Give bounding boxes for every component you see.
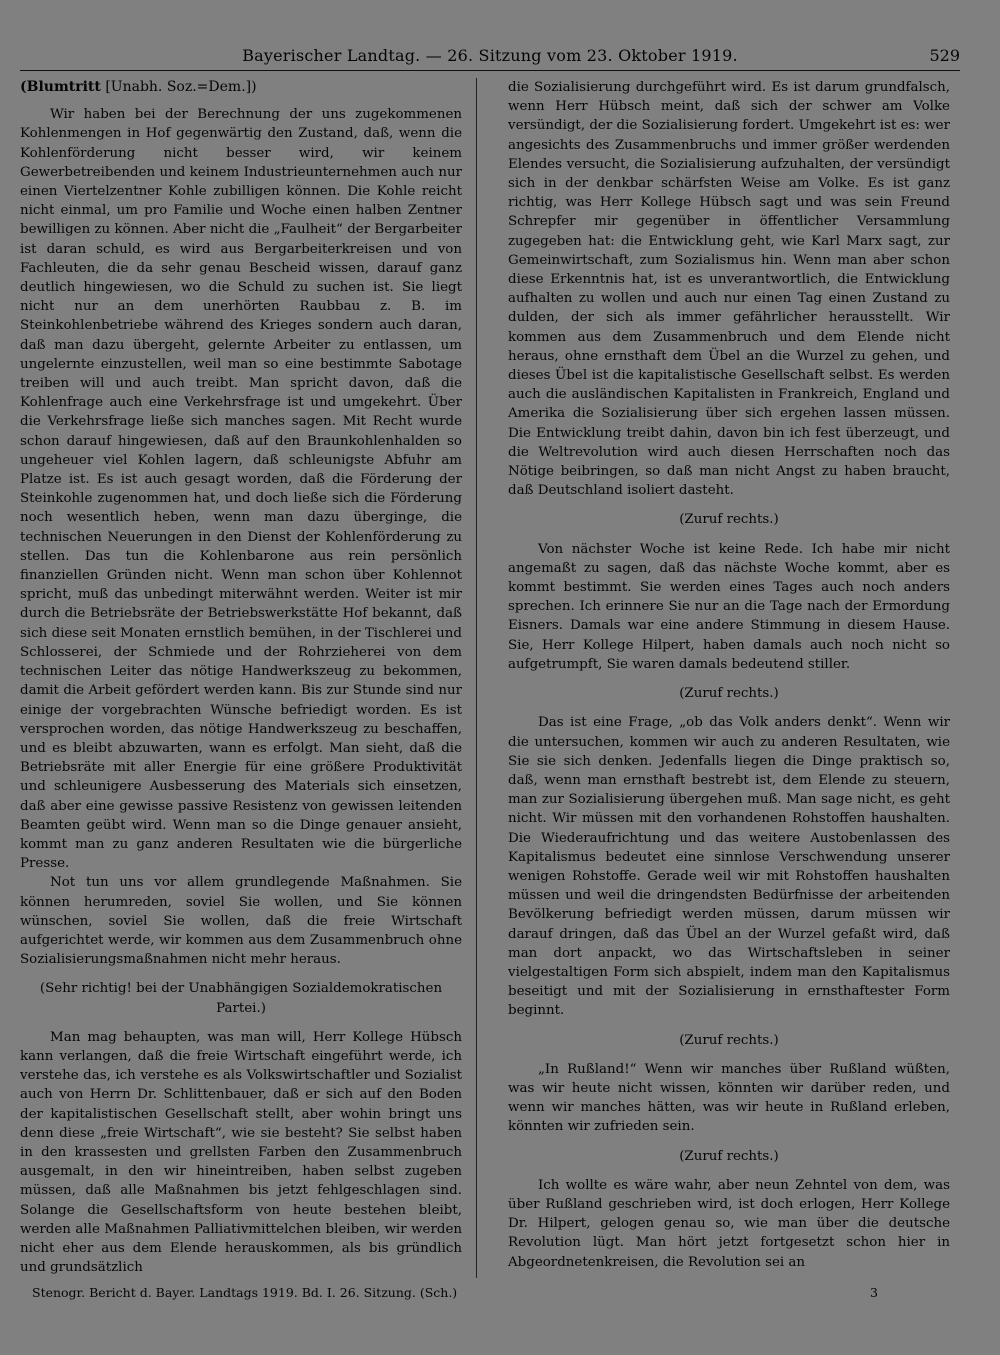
speaker-party: [Unabh. Soz.=Dem.]) bbox=[105, 79, 257, 95]
sheet-number: 3 bbox=[870, 1285, 878, 1300]
interjection: (Zuruf rechts.) bbox=[679, 1148, 779, 1164]
interjection: (Sehr richtig! bei der Unabhängigen Sozialdemokratischen Partei.) bbox=[39, 981, 443, 1016]
paragraph: Das ist eine Frage, „ob das Volk anders denkt“. Wenn wir die untersuchen, kommen wir auch zu anderen Resultaten, wie Sie sie sich denken. Jedenfalls liegen die Dinge praktisch so, daß, wenn man ernsthaft bestrebt ist, dem Elende zu steuern, man zur Sozialisierung übergehen muß. Man sage nicht, es geht nicht. Wir müssen mit den vorhandenen Rohstoffen haushalten. Die Wiederaufrichtung und das weitere Austobenlassen des Kapitalismus bedeutet eine sinnlose Verschwendung unserer wenigen Rohstoffe. Gerade weil wir mit Rohstoffen haushalten müssen und weil die dringendsten Bedürfnisse der arbeitenden Bevölkerung befriedigt werden müssen, darum müssen wir darauf dringen, daß das Übel an der Wurzel gefaßt wird, daß man dort anpackt, wo das Wirtschaftsleben in seiner vielgestaltigen Form sich abspielt, indem man den Kapitalismus beseitigt und mit der Sozialisierung in ernsthaftester Form beginnt. bbox=[508, 715, 950, 1019]
column-divider bbox=[476, 78, 478, 1278]
running-title: Bayerischer Landtag. — 26. Sitzung vom 23. Oktober 1919. bbox=[242, 46, 738, 65]
paragraph: Wir haben bei der Berechnung der uns zugekommenen Kohlenmengen in Hof gegenwärtig den Zustand, daß, wenn die Kohlenförderung nicht besser wird, wir keinem Gewerbetreibenden und keinem Industrieunternehmen auch nur einen Viertelzentner Kohle zubilligen können. Die Kohle reicht nicht einmal, um pro Familie und Woche einen halben Zentner bewilligen zu können. Aber nicht die „Faulheit“ der Bergarbeiter ist daran schuld, es wird aus Bergarbeiterkreisen und von Fachleuten, die da sehr genau Bescheid wissen, darauf ganz deutlich hingewiesen, wo die Schuld zu suchen ist. Sie liegt nicht nur an dem unerhörten Raubbau z. B. im Steinkohlenbetriebe während des Krieges sondern auch daran, daß man dazu übergeht, gelernte Arbeiter zu entlassen, um ungelernte einzustellen, weil man so eine bestimmte Sabotage treiben will und auch treibt. Man spricht davon, daß die Kohlenfrage auch eine Verkehrsfrage ist und umgekehrt. Über die Verkehrsfrage ließe sich manches sagen. Mit Recht wurde schon darauf hingewiesen, daß auf den Braunkohlenhalden so ungeheuer viel Kohlen lagern, daß schleunigste Abfuhr am Platze ist. Es ist auch gesagt worden, daß die Förderung der Steinkohle zugenommen hat, und doch ließe sich die Förderung noch wesentlich heben, wenn man dazu überginge, die technischen Neuerungen in den Dienst der Kohlenförderung zu stellen. Das tun die Kohlenbarone aus rein persönlich finanziellen Gründen nicht. Wenn man schon über Kohlennot spricht, muß das unbedingt miterwähnt werden. Weiter ist mir durch die Betriebsräte der Betriebswerkstätte Hof bekannt, daß sich diese seit Monaten ernstlich bemühen, in der Tischlerei und Schlosserei, der Schmiede und der Rohrzieherei von dem technischen Leiter das nötige Handwerkszeug zu bekommen, damit die Arbeit gefördert werden kann. Bis zur Stunde sind nur einige der vorgebrachten Wünsche befriedigt worden. Es ist versprochen worden, das nötige Handwerkszeug zu beschaffen, und es bleibt abzuwarten, wann es erfolgt. Man sieht, daß die Betriebsräte mit aller Energie für eine größere Produktivität und schleunigere Ausbesserung des Materials sich einsetzen, daß aber eine gewisse passive Resistenz von gewissen leitenden Beamten geübt wird. Wenn man so die Dinge genauer ansieht, kommt man zu ganz anderen Resultaten wie die bürgerliche Presse. bbox=[20, 107, 462, 872]
paragraph: Von nächster Woche ist keine Rede. Ich habe mir nicht angemaßt zu sagen, daß das nächste Woche kommt, aber es kommt bestimmt. Sie werden eines Tages auch noch anders sprechen. Ich erinnere Sie nur an die Tage nach der Ermordung Eisners. Damals war eine andere Stimmung in diesem Hause. Sie, Herr Kollege Hilpert, haben damals auch noch nicht so aufgetrumpft, Sie waren damals bedeutend stiller. bbox=[508, 541, 950, 672]
paragraph: „In Rußland!“ Wenn wir manches über Rußland wüßten, was wir heute nicht wissen, könnten wir darüber reden, und wenn wir manches hätten, was wir heute in Rußland erleben, könnten wir zufrieden sein. bbox=[508, 1061, 950, 1135]
speaker-name: (Blumtritt bbox=[20, 79, 101, 95]
footer-signature: Stenogr. Bericht d. Bayer. Landtags 1919. Bd. I. 26. Sitzung. (Sch.) bbox=[32, 1285, 458, 1300]
interjection: (Zuruf rechts.) bbox=[679, 1032, 779, 1048]
speaker-line bbox=[20, 78, 462, 97]
page-footer bbox=[20, 1285, 960, 1307]
left-column bbox=[20, 78, 462, 1276]
interjection: (Zuruf rechts.) bbox=[679, 686, 779, 702]
paragraph: Ich wollte es wäre wahr, aber neun Zehntel von dem, was über Rußland geschrieben wird, ist doch erlogen, Herr Kollege Dr. Hilpert, gelogen genau so, wie man über die deutsche Revolution lügt. Man hört jetzt fortgesetzt schon hier in Abgeordnetenkreisen, die Revolution sei an bbox=[508, 1177, 950, 1270]
paragraph: die Sozialisierung durchgeführt wird. Es ist darum grundfalsch, wenn Herr Hübsch meint, daß sich der schwer am Volke versündigt, der die Sozialisierung fordert. Umgekehrt ist es: wer angesichts des Zusammenbruchs und immer größer werdenden Elendes versucht, die Sozialisierung aufzuhalten, der versündigt sich in der denkbar schärfsten Weise am Volke. Es ist ganz richtig, was Herr Kollege Hübsch sagt und was sein Freund Schrepfer mir gegenüber in öffentlicher Versammlung zugegeben hat: die Entwicklung geht, wie Karl Marx sagt, zur Gemeinwirtschaft, zum Sozialismus hin. Wenn man aber schon diese Erkenntnis hat, ist es unverantwortlich, die Entwicklung aufhalten zu wollen und auch nur einen Tag einen Zustand zu dulden, der sich als immer gefährlicher herausstellt. Wir kommen aus dem Zusammenbruch und dem Elende nicht heraus, ohne ernsthaft dem Übel an die Wurzel zu gehen, und dieses Übel ist die kapitalistische Gesellschaft selbst. Es werden auch die ausländischen Kapitalisten in Frankreich, England und Amerika die Sozialisierung über sich ergehen lassen müssen. Die Entwicklung treibt dahin, davon bin ich fest überzeugt, und die Weltrevolution wird auch diesen Herrschaften noch das Nötige beibringen, so daß man nicht Angst zu haben braucht, daß Deutschland isoliert dasteht. bbox=[508, 80, 950, 499]
paragraph: Man mag behaupten, was man will, Herr Kollege Hübsch kann verlangen, daß die freie Wirtschaft eingeführt werde, ich verstehe das, ich verstehe es als Volkswirtschaftler und Sozialist auch von Herrn Dr. Schlittenbauer, daß er sich auf den Boden der kapitalistischen Gesellschaft stellt, aber wohin bringt uns denn diese „freie Wirtschaft“, wie sie besteht? Sie selbst haben in den krassesten und grellsten Farben den Zusammenbruch ausgemalt, in den wir hineintreiben, haben selbst zugeben müssen, daß alle Maßnahmen bis jetzt fehlgeschlagen sind. Solange die Gesellschaftsform von heute bestehen bleibt, werden alle Maßnahmen Palliativmittelchen bleiben, wir werden nicht eher aus dem Elende herauskommen, als bis gründlich und grundsätzlich bbox=[20, 1029, 462, 1276]
right-column bbox=[508, 78, 950, 1276]
interjection: (Zuruf rechts.) bbox=[679, 512, 779, 528]
paragraph: Not tun uns vor allem grundlegende Maßnahmen. Sie können herumreden, soviel Sie wollen, und Sie können wünschen, soviel Sie wollen, daß die freie Wirtschaft aufgerichtet werde, wir kommen aus dem Zusammenbruch ohne Sozialisierungsmaßnahmen nicht mehr heraus. bbox=[20, 875, 462, 968]
page-header bbox=[20, 44, 960, 71]
page-number: 529 bbox=[929, 46, 960, 65]
